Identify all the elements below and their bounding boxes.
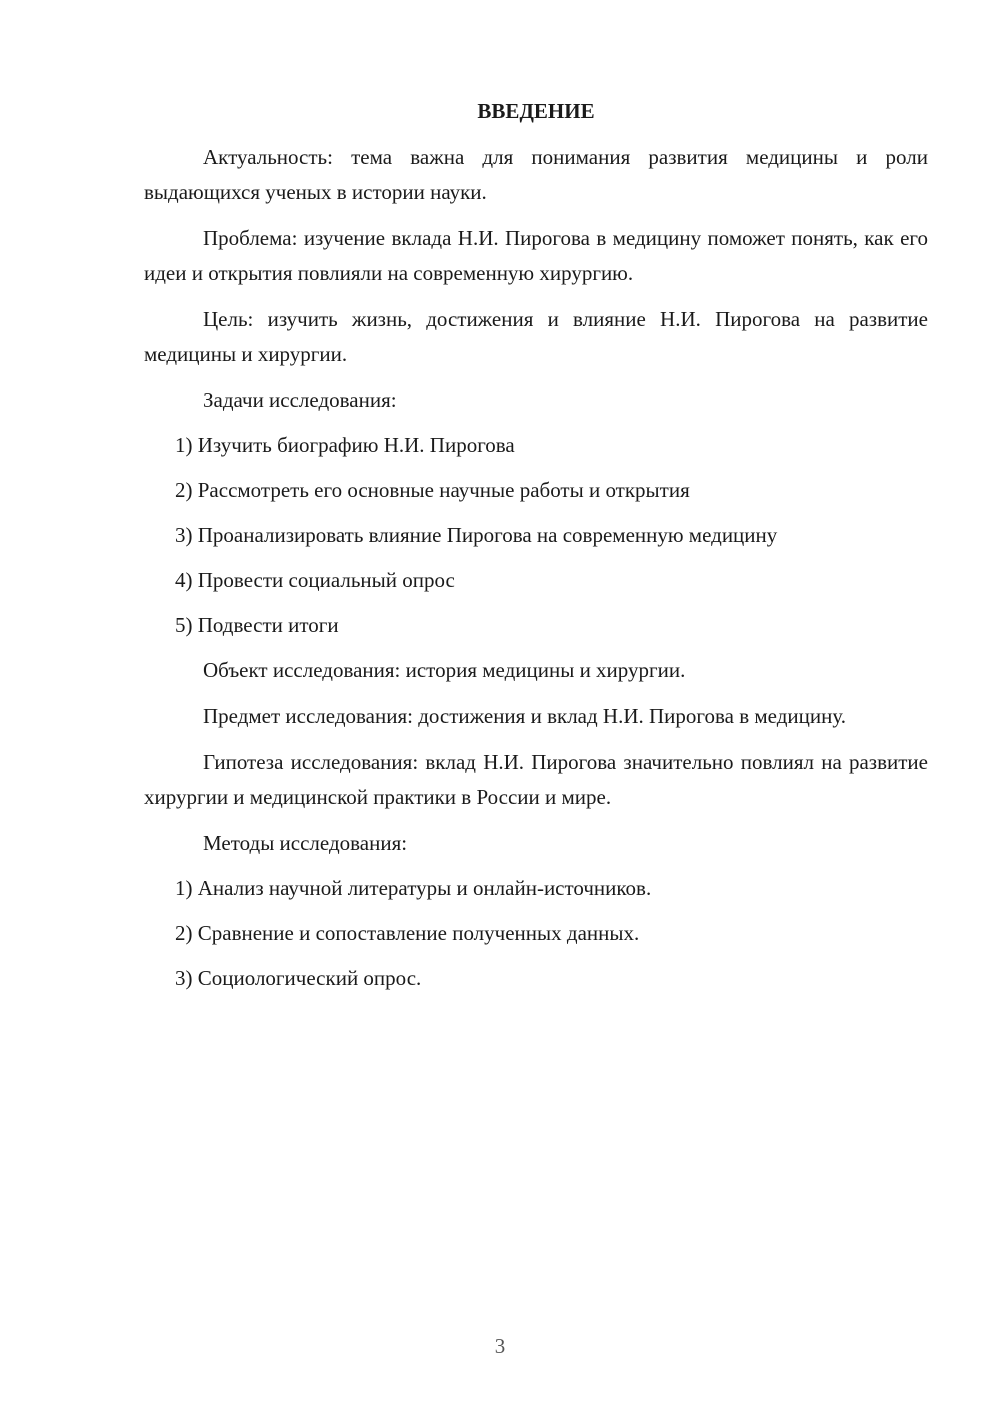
task-item: 5) Подвести итоги <box>175 613 339 637</box>
relevance-paragraph: Актуальность: тема важна для понимания развития медицины и роли выдающихся ученых в истории науки. <box>144 145 928 204</box>
task-item: 1) Изучить биографию Н.И. Пирогова <box>175 433 515 457</box>
task-item: 4) Провести социальный опрос <box>175 568 455 592</box>
problem-paragraph: Проблема: изучение вклада Н.И. Пирогова в медицину поможет понять, как его идеи и открытия повлияли на современную хирургию. <box>144 226 928 285</box>
task-item: 3) Проанализировать влияние Пирогова на современную медицину <box>175 523 778 547</box>
methods-heading: Методы исследования: <box>203 831 408 855</box>
page-content <box>144 96 928 1006</box>
method-item: 2) Сравнение и сопоставление полученных данных. <box>175 921 640 945</box>
task-item: 2) Рассмотреть его основные научные работы и открытия <box>175 478 690 502</box>
tasks-heading: Задачи исследования: <box>203 388 397 412</box>
hypothesis-paragraph: Гипотеза исследования: вклад Н.И. Пирогова значительно повлиял на развитие хирургии и медицинской практики в России и мире. <box>144 750 928 809</box>
subject-paragraph: Предмет исследования: достижения и вклад Н.И. Пирогова в медицину. <box>203 704 846 728</box>
object-paragraph: Объект исследования: история медицины и хирургии. <box>203 658 686 682</box>
page-number: 3 <box>494 1334 506 1358</box>
section-heading: ВВЕДЕНИЕ <box>477 99 595 123</box>
method-item: 3) Социологический опрос. <box>175 966 422 990</box>
goal-paragraph: Цель: изучить жизнь, достижения и влияние Н.И. Пирогова на развитие медицины и хирургии. <box>144 307 928 366</box>
method-item: 1) Анализ научной литературы и онлайн-источников. <box>175 876 652 900</box>
